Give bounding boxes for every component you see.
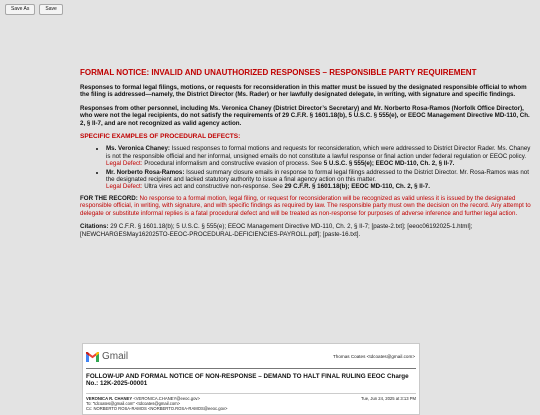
from-email: <VERONICA.CHANEY@eeoc.gov>	[132, 395, 200, 401]
notice-paragraph-2: Responses from other personnel, including Ms. Veronica Chaney (District Director’s Secretary) and Mr. Norberto Rosa-Ramos (Norfolk Office Director), who were not the legal recipients, do not satisfy the requirements of 29 C.F.R. § 1601.18(b), 5 U.S.C. § 555(e), or EEOC Management Directive MD-110, Ch. 2, § II-7, and are not recognized as valid agency action.	[80, 104, 530, 127]
email-date: Tue, Jun 24, 2025 at 3:13 PM	[360, 395, 416, 401]
legal-defect-cite: 29 C.F.R. § 1601.18(b); EEOC MD-110, Ch. 2, § II-7.	[284, 183, 430, 191]
formal-notice	[80, 68, 536, 238]
defect-text: Issued summary closure emails in response to formal legal filings addressed to the District Director. Mr. Rosa-Ramos was not the designated recipient and lacked statutory authority to issue a final agency action on this matter.	[106, 168, 529, 184]
toolbar	[5, 4, 63, 15]
notice-paragraph-1: Responses to formal legal filings, motions, or requests for reconsideration in this matter must be issued by the designated responsible official to whom the filing is addressed—namely, the District Director (Ms. Rader) or her lawfully designated delegate, in writing, with signature and specific findings.	[80, 84, 527, 99]
citations	[80, 223, 536, 238]
save-button[interactable]: Save	[39, 4, 62, 15]
from-name: VERONICA R. CHANEY	[86, 395, 133, 401]
record-label: FOR THE RECORD:	[80, 194, 138, 202]
save-as-button[interactable]: Save As	[5, 4, 35, 15]
gmail-account: Thomas Coates <tdcoates@gmail.com>	[332, 354, 415, 359]
defect-text: Issued responses to formal motions and requests for reconsideration, which were addressed to District Director Rader. Ms. Chaney is not the responsible official and her informal, unsigned emails do not constitute a lawful response or final action under federal regulation or EEOC policy.	[106, 145, 531, 160]
gmail-m-icon	[86, 352, 99, 362]
for-the-record	[80, 195, 536, 217]
email-subject: FOLLOW-UP AND FORMAL NOTICE OF NON-RESPONSE – DEMAND TO HALT FINAL RULING EEOC Charge No.: 12K-2025-00001	[86, 373, 409, 388]
defect-item-chaney	[106, 145, 536, 167]
defect-name: Mr. Norberto Rosa-Ramos:	[106, 168, 185, 176]
citations-text: 29 C.F.R. § 1601.18(b); 5 U.S.C. § 555(e); EEOC Management Directive MD-110, Ch. 2, § II-7; [paste-2.txt]; [eeoc06192025-1.html]; [NEWCHARGESMay162025TO-EEOC-PROCEDURAL-DEFICIENCIES-PAYROLL.pdf]; [paste-16.txt].	[80, 223, 473, 238]
legal-defect-text: Ultra vires act and constructive non-response. See	[142, 183, 285, 191]
legal-defect-label: Legal Defect:	[106, 183, 143, 191]
legal-defect-text: Procedural informalism and constructive evasion of process. See	[142, 160, 324, 168]
gmail-logo	[86, 351, 128, 362]
defect-item-rosa-ramos	[106, 169, 536, 191]
gmail-brand: Gmail	[102, 351, 129, 362]
legal-defect-cite: 5 U.S.C. § 555(e); EEOC MD-110, Ch. 2, § II-7.	[323, 160, 455, 168]
email-cc: Cc: NORBERTO ROSA-RAMOS <NORBERTO.ROSA-RAMOS@eeoc.gov>	[86, 405, 228, 411]
citations-label: Citations:	[80, 223, 109, 231]
legal-defect-label: Legal Defect:	[106, 160, 143, 168]
defects-list	[80, 145, 536, 190]
examples-heading: SPECIFIC EXAMPLES OF PROCEDURAL DEFECTS:	[80, 133, 241, 141]
email-from-row	[83, 394, 419, 401]
notice-title: FORMAL NOTICE: INVALID AND UNAUTHORIZED RESPONSES – RESPONSIBLE PARTY REQUIREMENT	[80, 68, 477, 77]
email-to: To: "tdcoates@gmail.com" <tdcoates@gmail.com>	[86, 400, 181, 406]
record-text: No response to a formal motion, legal filing, or request for reconsideration will be recognized as valid unless it is issued by the designated responsible official, in writing, with signature, and with specific findings as required by law. The responsible party must own the decision on the record. Any attempt to delegate or substitute informal replies is a fatal procedural defect and will be treated as non-response for purposes of adverse inference and further legal action.	[80, 194, 531, 217]
defect-name: Ms. Veronica Chaney:	[106, 145, 170, 153]
gmail-printout	[82, 343, 420, 415]
gmail-header	[83, 344, 419, 362]
